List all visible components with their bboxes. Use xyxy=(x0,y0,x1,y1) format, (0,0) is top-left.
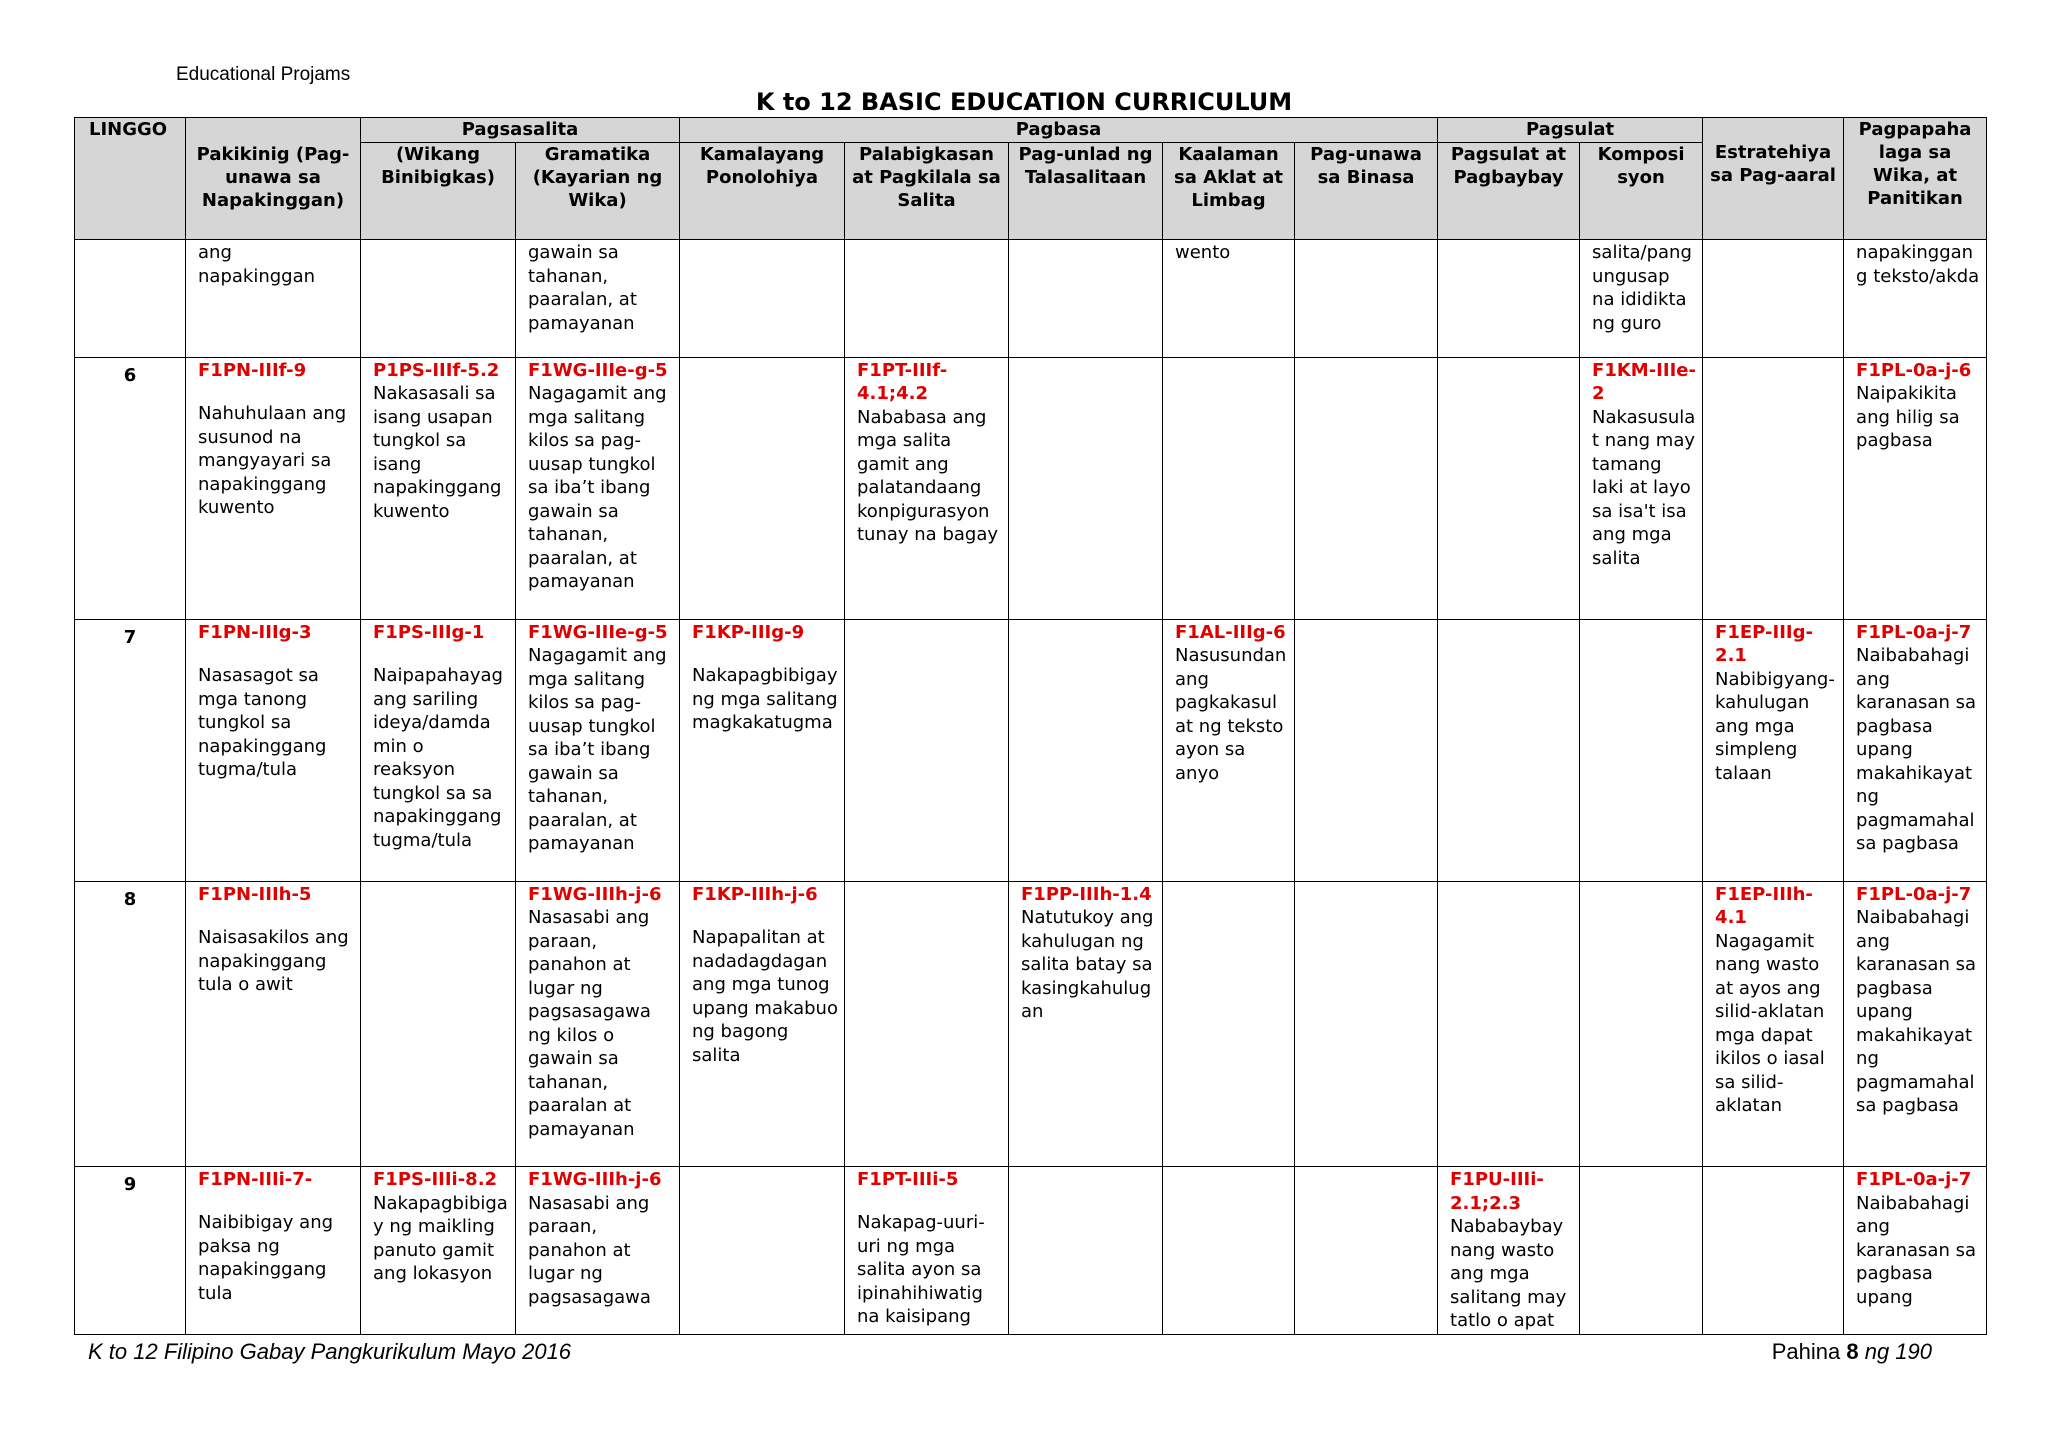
table-row-week-6 xyxy=(75,357,1987,619)
cell-palabigkasan: F1PT-IIIf-4.1;4.2 Nababasa ang mga salita gamit ang palatandaang konpigurasyon tunay na bagay xyxy=(845,357,1009,619)
cell xyxy=(1163,1167,1295,1335)
cell xyxy=(1438,619,1580,881)
cell xyxy=(1295,619,1438,881)
cell xyxy=(75,240,186,358)
week-number: 7 xyxy=(75,619,186,881)
cell-pakikinig: F1PN-IIIi-7- Naibibigay ang paksa ng napakinggang tula xyxy=(186,1167,361,1335)
cell-gramatika: F1WG-IIIe-g-5 Nagagamit ang mga salitang kilos sa pag-uusap tungkol sa iba’t ibang gawain sa tahanan, paaralan, at pamayanan xyxy=(516,619,680,881)
cell-pagpapahalaga: F1PL-0a-j-7 Naibabahagi ang karanasan sa pagbasa upang xyxy=(1844,1167,1987,1335)
header-pagsulat-pagbaybay: Pagsulat at Pagbaybay xyxy=(1438,143,1580,240)
cell xyxy=(680,357,845,619)
cell xyxy=(1009,619,1163,881)
header-pagbasa: Pagbasa xyxy=(680,118,1438,143)
header-komposisyon: Komposi syon xyxy=(1580,143,1703,240)
cell xyxy=(1438,881,1580,1166)
cell xyxy=(1009,357,1163,619)
header-gramatika: Gramatika (Kayarian ng Wika) xyxy=(516,143,680,240)
curriculum-table xyxy=(74,117,1987,1335)
footer-document-name: K to 12 Filipino Gabay Pangkurikulum Mayo 2016 xyxy=(88,1339,572,1364)
cell xyxy=(1703,1167,1844,1335)
cell xyxy=(1009,1167,1163,1335)
cell: ang napakinggan xyxy=(186,240,361,358)
cell-pakikinig: F1PN-IIIg-3 Nasasagot sa mga tanong tungkol sa napakinggang tugma/tula xyxy=(186,619,361,881)
cell xyxy=(1580,881,1703,1166)
cell-gramatika: F1WG-IIIh-j-6 Nasasabi ang paraan, panahon at lugar ng pagsasagawa xyxy=(516,1167,680,1335)
cell-pagsulat-pagbaybay: F1PU-IIIi-2.1;2.3 Nababaybay nang wasto ang mga salitang may tatlo o apat xyxy=(1438,1167,1580,1335)
top-note: Educational Projams xyxy=(176,64,351,85)
header-linggo: LINGGO xyxy=(75,118,186,240)
header-pag-unawa: Pag-unawa sa Binasa xyxy=(1295,143,1438,240)
cell-kamalayang: F1KP-IIIh-j-6 Napapalitan at nadadagdagan ang mga tunog upang makabuo ng bagong salita xyxy=(680,881,845,1166)
header-estratehiya: Estratehiya sa Pag-aaral xyxy=(1703,118,1844,240)
header-pagsulat: Pagsulat xyxy=(1438,118,1703,143)
cell-gramatika: F1WG-IIIh-j-6 Nasasabi ang paraan, panahon at lugar ng pagsasagawa ng kilos o gawain sa tahanan, paaralan at pamayanan xyxy=(516,881,680,1166)
cell xyxy=(1009,240,1163,358)
footer-page-number: Pahina 8 ng 190 xyxy=(1771,1339,1932,1364)
cell-palabigkasan: F1PT-IIIi-5 Nakapag-uuri-uri ng mga salita ayon sa ipinahihiwatig na kaisipang xyxy=(845,1167,1009,1335)
header-palabigkasan: Palabigkasan at Pagkilala sa Salita xyxy=(845,143,1009,240)
cell-pagsasalita: F1PS-IIIg-1 Naipapahayag ang sariling ideya/damda min o reaksyon tungkol sa sa napakinggang tugma/tula xyxy=(361,619,516,881)
cell: gawain sa tahanan, paaralan, at pamayanan xyxy=(516,240,680,358)
cell xyxy=(1163,881,1295,1166)
cell xyxy=(1295,357,1438,619)
cell xyxy=(1295,881,1438,1166)
cell xyxy=(1163,357,1295,619)
header-pag-unlad: Pag-unlad ng Talasalitaan xyxy=(1009,143,1163,240)
table-row-week-9 xyxy=(75,1167,1987,1335)
cell xyxy=(1580,619,1703,881)
cell xyxy=(1295,240,1438,358)
cell xyxy=(1438,240,1580,358)
cell xyxy=(845,240,1009,358)
header-kaalaman: Kaalaman sa Aklat at Limbag xyxy=(1163,143,1295,240)
cell xyxy=(680,240,845,358)
week-number: 9 xyxy=(75,1167,186,1335)
cell-pagpapahalaga: F1PL-0a-j-6 Naipakikita ang hilig sa pagbasa xyxy=(1844,357,1987,619)
cell-pag-unlad: F1PP-IIIh-1.4 Natutukoy ang kahulugan ng salita batay sa kasingkahulug an xyxy=(1009,881,1163,1166)
cell xyxy=(1295,1167,1438,1335)
cell xyxy=(680,1167,845,1335)
header-wikang-binibigkas: (Wikang Binibigkas) xyxy=(361,143,516,240)
table-row-continuation xyxy=(75,240,1987,358)
cell-gramatika: F1WG-IIIe-g-5 Nagagamit ang mga salitang kilos sa pag-uusap tungkol sa iba’t ibang gawain sa tahanan, paaralan, at pamayanan xyxy=(516,357,680,619)
week-number: 6 xyxy=(75,357,186,619)
cell-estratehiya: F1EP-IIIg-2.1 Nabibigyang-kahulugan ang mga simpleng talaan xyxy=(1703,619,1844,881)
cell-pakikinig: F1PN-IIIh-5 Naisasakilos ang napakinggang tula o awit xyxy=(186,881,361,1166)
cell: salita/pang ungusap na ididikta ng guro xyxy=(1580,240,1703,358)
page-title: K to 12 BASIC EDUCATION CURRICULUM xyxy=(755,88,1293,116)
table-row-week-8 xyxy=(75,881,1987,1166)
cell: napakinggan g teksto/akda xyxy=(1844,240,1987,358)
cell: wento xyxy=(1163,240,1295,358)
cell xyxy=(1703,357,1844,619)
header-pakikinig: Pakikinig (Pag-unawa sa Napakinggan) xyxy=(186,118,361,240)
cell-estratehiya: F1EP-IIIh-4.1 Nagagamit nang wasto at ayos ang silid-aklatan mga dapat ikilos o iasal sa silid-aklatan xyxy=(1703,881,1844,1166)
cell-pagsasalita: F1PS-IIIi-8.2 Nakapagbibiga y ng maikling panuto gamit ang lokasyon xyxy=(361,1167,516,1335)
cell-pakikinig: F1PN-IIIf-9 Nahuhulaan ang susunod na mangyayari sa napakinggang kuwento xyxy=(186,357,361,619)
header-kamalayang-ponolohiya: Kamalayang Ponolohiya xyxy=(680,143,845,240)
cell xyxy=(845,619,1009,881)
cell xyxy=(1703,240,1844,358)
week-number: 8 xyxy=(75,881,186,1166)
header-pagsasalita: Pagsasalita xyxy=(361,118,680,143)
cell xyxy=(1438,357,1580,619)
cell xyxy=(845,881,1009,1166)
cell-pagpapahalaga: F1PL-0a-j-7 Naibabahagi ang karanasan sa pagbasa upang makahikayat ng pagmamahal sa pagbasa xyxy=(1844,619,1987,881)
cell-pagsasalita: P1PS-IIIf-5.2 Nakasasali sa isang usapan tungkol sa isang napakinggang kuwento xyxy=(361,357,516,619)
cell-komposisyon: F1KM-IIIe-2 Nakasusulat nang may tamang laki at layo sa isa't isa ang mga salita xyxy=(1580,357,1703,619)
cell xyxy=(361,881,516,1166)
cell xyxy=(361,240,516,358)
table-row-week-7 xyxy=(75,619,1987,881)
cell xyxy=(1580,1167,1703,1335)
header-pagpapahalaga: Pagpapaha laga sa Wika, at Panitikan xyxy=(1844,118,1987,240)
cell-kamalayang: F1KP-IIIg-9 Nakapagbibigay ng mga salitang magkakatugma xyxy=(680,619,845,881)
cell-pagpapahalaga: F1PL-0a-j-7 Naibabahagi ang karanasan sa pagbasa upang makahikayat ng pagmamahal sa pagbasa xyxy=(1844,881,1987,1166)
cell-kaalaman: F1AL-IIIg-6 Nasusundan ang pagkakasul at ng teksto ayon sa anyo xyxy=(1163,619,1295,881)
